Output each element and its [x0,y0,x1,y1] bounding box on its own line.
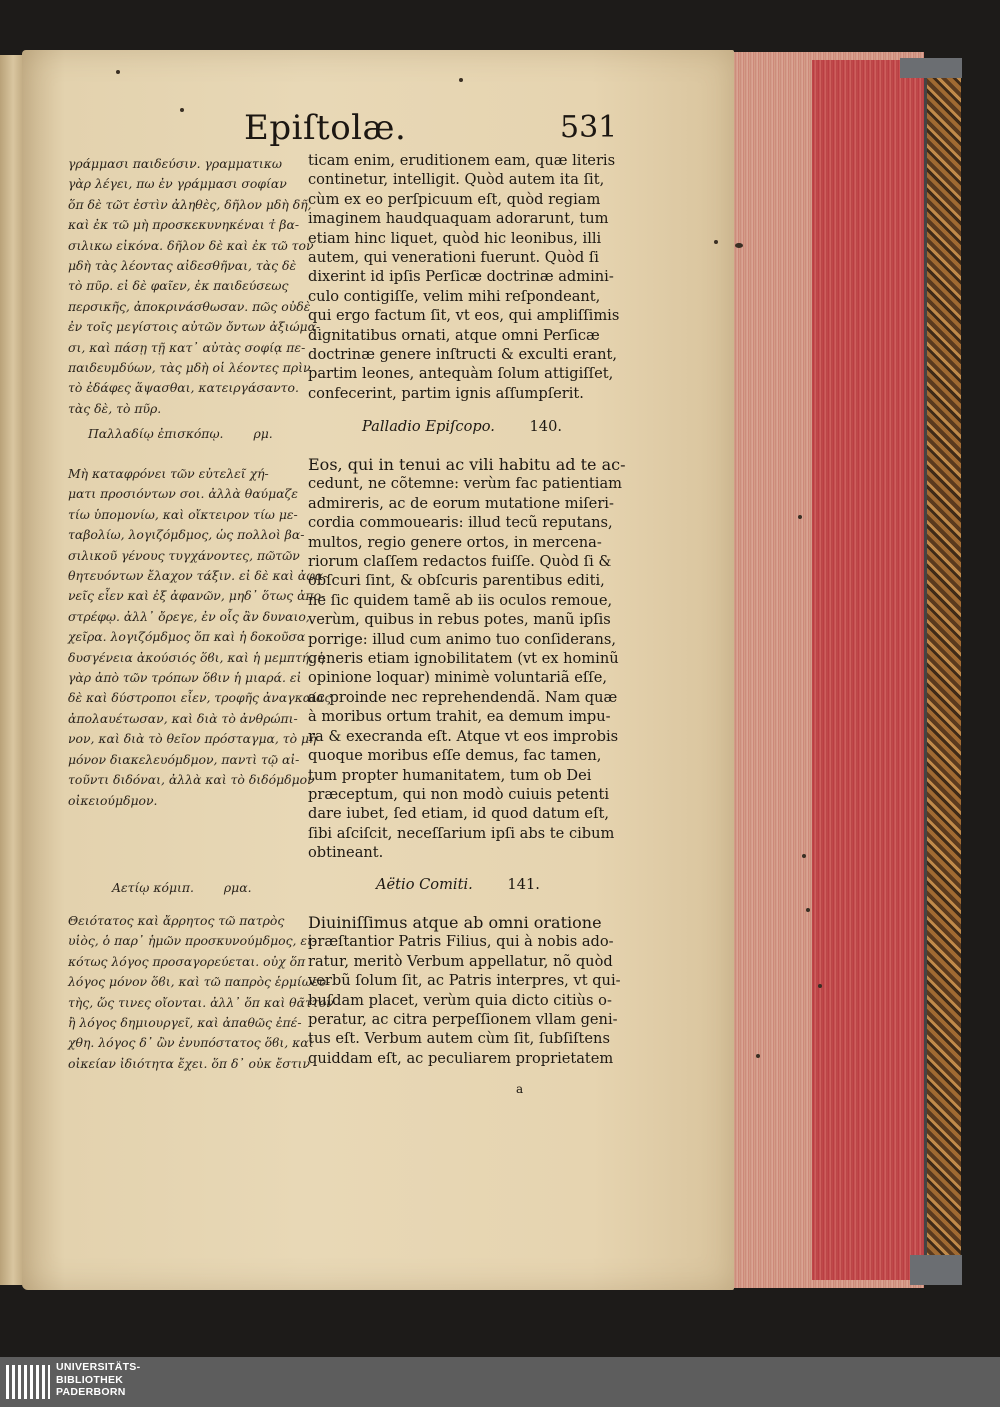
text-line: ματι προσιόντων σοι. ἀλλὰ θαύμαζε [68,486,298,502]
latin-text-block [308,913,621,1068]
text-line: peratur, ac citra perpeſſionem vllam geni- [308,1011,618,1029]
text-line: γράμμασι παιδεύσιν. γραμματικω [68,156,282,171]
latin-letter-heading [362,418,562,435]
text-line: γὰρ λέγει, πω ἐν γράμμασι σοφίαν [68,176,287,192]
greek-text-block [68,911,334,1074]
text-line: γὰρ ἀπὸ τῶν τρόπων ὅϐιν ἡ μιαρά. εἰ [68,670,302,686]
text-line: à moribus ortum trahit, ea demum impu- [308,708,611,726]
cover-corner-top [900,58,962,78]
text-line: τὴς, ὥς τινες οἴονται. ἀλλ᾽ ὅπ καὶ θᾶττον [68,994,334,1010]
text-line: riorum claſſem redactos fuiſſe. Quòd ſi & [308,553,612,571]
paper-speck [180,108,184,112]
letter-number: ρμα. [223,880,252,895]
page-number: 531 [560,110,618,145]
text-line: χθη. λόγος δ᾽ ὢν ἐνυπόστατος ὅϐι, καὶ [68,1035,314,1051]
text-line: ticam enim, eruditionem eam, quæ literis [308,152,616,169]
text-line: λόγος μόνον ὅϐι, καὶ τῶ παπρὸς ἑρμίωευ- [68,974,331,990]
text-line: buſdam placet, verùm quia dicto citiùs o- [308,991,612,1009]
letter-number: ρμ. [253,426,273,441]
text-line: tum propter humanitatem, tum ob Dei [308,766,592,784]
text-line: dixerint id ipſis Perſicæ doctrinæ admini- [308,268,614,286]
text-line: καὶ ἐκ τῶ μὴ προσκεκυνηκέναι τ̓ βα- [68,217,300,233]
worm-hole [806,908,810,912]
text-line: κότως λόγος προσαγορεύεται. οὐχ ὅπ [68,953,306,969]
text-line: νον, καὶ διὰ τὸ θεῖον πρόσταγμα, τὸ μὴ [68,731,317,747]
text-line: qui ergo factum ſit, vt eos, qui ampliſſimis [308,307,620,325]
text-line: culo contigiſſe, velim mihi reſpondeant, [308,287,601,305]
text-line: ἀπολαυέτωσαν, καὶ διὰ τὸ ἀνθρώπι- [68,710,298,726]
text-line: confecerint, partim ignis aſſumpſerit. [308,384,584,402]
text-line: ἢ λόγος δημιουργεῖ, καὶ ἀπαθῶς ἐπέ- [68,1015,302,1031]
text-line: verbũ ſolum ſit, ac Patris interpres, vt qui- [308,972,621,990]
logo-line: PADERBORN [56,1386,126,1398]
text-line: παιδευμδύων, τὰς μδὴ οἱ λέοντες πρὶν [68,360,311,376]
text-line: σιλικω εἰκόνα. δῆλον δὲ καὶ ἐκ τῶ τον [68,237,314,253]
text-line: cedunt, ne cõtemne: verùm fac patientiam [308,475,622,493]
text-line: ſibi aſciſcit, neceſſarium ipſi abs te cibum [308,824,615,842]
latin-text-block [308,151,620,403]
worm-hole [818,984,822,988]
worm-hole [802,854,806,858]
text-line: cùm ex eo perſpicuum eſt, quòd regiam [308,190,601,208]
marbled-cover [924,60,961,1272]
text-line: στρέφῳ. ἀλλ᾽ ὄρεγε, ἐν οἷς ἂν δυναιο, [68,608,310,624]
latin-text-block [308,455,626,863]
text-line: τὸ πῦρ. εἰ δὲ φαῖεν, ἐκ παιδεύσεως [68,278,289,294]
text-line: imaginem haudquaquam adorarunt, tum [308,210,609,228]
text-line: Eos, qui in tenui ac vili habitu ad te ac- [308,455,626,474]
text-line: τὸ ἐδάφες ἅψασθαι, κατειργάσαντο. [68,380,299,396]
text-line: ac proinde nec reprehendendã. Nam quæ [308,688,618,706]
text-line: θητευόντων ἔλαχον τάξιν. εἰ δὲ καὶ ἀφα- [68,568,328,584]
recipient-name: Aëtio Comiti. [376,876,473,893]
text-line: Θειότατος καὶ ἄρρητος τῶ πατρὸς [68,913,285,928]
library-logo-bars [6,1365,50,1399]
text-line: opinione loquar) minimè voluntariã eſſe, [308,669,607,687]
text-line: τὰς δὲ, τὸ πῦρ. [68,400,162,416]
text-line: Μὴ καταφρόνει τῶν εὐτελεῖ χή- [68,466,269,481]
text-line: porrige: illud cum animo tuo conſiderans, [308,630,617,648]
text-line: οἰκείαν ἰδιότητα ἔχει. ὅπ δ᾽ οὐκ ἔστιν [68,1055,310,1071]
text-line: continetur, intelligit. Quòd autem ita ſit, [308,171,605,189]
text-line: præſtantior Patris Filius, qui à nobis ado- [308,933,614,951]
text-line: μδὴ τὰς λέοντας αἰδεσθῆναι, τὰς δὲ [68,258,297,274]
text-line: autem, qui venerationi fuerunt. Quòd ſi [308,249,599,267]
letter-number: 140. [529,418,563,435]
text-line: præceptum, qui non modò cuiuis petenti [308,785,610,803]
cover-corner-bottom [910,1255,962,1285]
library-logo-text [56,1361,140,1399]
recipient-name: Παλλαδίῳ ἐπισκόπῳ. [88,426,224,441]
running-title: Epiſtolæ. [244,108,407,148]
worm-hole [756,1054,760,1058]
text-line: σι, καὶ πάσῃ τῇ κατ᾽ αὐτὰς σοφίᾳ πε- [68,339,306,355]
paper-speck [459,78,463,82]
text-line: admireris, ac de eorum mutatione miſeri- [308,494,614,512]
library-footer [0,1357,1000,1407]
worm-hole [735,243,743,248]
greek-text-block [68,154,321,419]
text-line: μόνον διακελευόμδμον, παντὶ τῷ αἰ- [68,751,300,767]
paper-speck [714,240,718,244]
text-line: οἰκειούμδμον. [68,792,158,808]
text-line: doctrinæ genere inſtructi & exculti erant, [308,346,618,364]
logo-line: UNIVERSITÄTS- [56,1361,141,1373]
text-line: δυσγένεια ἀκούσιός ὅϐι, καὶ ἡ μεμπτή. ἡ [68,649,325,665]
paper-speck [116,70,120,74]
text-line: obtineant. [308,844,384,862]
text-line: quoque moribus eſſe demus, fac tamen, [308,747,602,765]
letter-number: 141. [507,876,540,893]
text-line: multos, regio genere ortos, in mercena- [308,533,602,551]
text-line: cordia commouearis: illud tecũ reputans, [308,514,613,532]
recipient-name: Αετίῳ κόμιπ. [112,880,194,895]
latin-letter-heading [376,876,540,893]
greek-text-block [68,464,332,811]
text-line: ἐν τοῖς μεγίστοις αὐτῶν ὄντων ἀξιώμα- [68,319,321,335]
red-page-edges [812,60,924,1280]
text-line: tus eſt. Verbum autem cùm ſit, ſubſiſtens [308,1030,610,1048]
text-line: ὅπ δὲ τῶτ ἐστὶν ἀληθὲς, δῆλον μδὴ δῆ, [68,196,312,212]
text-line: etiam hinc liquet, quòd hic leonibus, illi [308,229,602,247]
text-line: τίω ὑπομονίω, καὶ οἴκτειρον τίω με- [68,506,298,522]
text-line: υἱὸς, ὁ παρ᾽ ἡμῶν προσκυνούμδμος, εἰ- [68,933,317,949]
worm-hole [798,515,802,519]
greek-letter-heading [112,880,252,895]
text-line: dignitatibus ornati, atque omni Perſicæ [308,326,600,344]
text-line: σιλικοῦ γένους τυγχάνοντες, πῶτῶν [68,547,300,563]
text-line: ne ſic quidem tamẽ ab iis oculos remoue, [308,591,613,609]
text-line: generis etiam ignobilitatem (vt ex hominũ [308,650,619,668]
signature-mark: a [516,1082,524,1096]
text-line: quiddam eſt, ac peculiarem proprietatem [308,1049,614,1067]
text-line: partim leones, antequàm ſolum attigiſſet, [308,365,614,383]
logo-line: BIBLIOTHEK [56,1373,124,1386]
text-line: verùm, quibus in rebus potes, manũ ipſis [308,611,611,629]
text-line: Diuiniſſimus atque ab omni oratione [308,913,602,932]
text-line: ra & execranda eſt. Atque vt eos improbis [308,727,619,745]
recipient-name: Palladio Epiſcopo. [362,418,495,435]
text-line: νεῖς εἶεν καὶ ἐξ ἀφανῶν, μηδ᾽ ὅτως ἀπο- [68,588,326,604]
text-line: περσικῆς, ἀποκρινάσθωσαν. πῶς οὐδὲ [68,298,311,314]
text-line: χεῖρα. λογιζόμδμος ὅπ καὶ ἡ δοκοῦσα [68,629,306,645]
previous-page-edge [0,55,24,1285]
text-line: obſcuri ſint, & obſcuris parentibus editi, [308,572,605,590]
greek-letter-heading [88,426,273,441]
text-line: δὲ καὶ δύστροποι εἶεν, τροφῆς ἀναγκαίας [68,690,332,706]
text-line: τοῦντι διδόναι, ἀλλὰ καὶ τὸ διδόμδμον [68,772,315,788]
text-line: ταβολίω, λογιζόμδμος, ὡς πολλοὶ βα- [68,527,305,543]
text-line: ratur, meritò Verbum appellatur, nõ quòd [308,952,613,970]
text-line: dare iubet, ſed etiam, id quod datum eſt, [308,805,609,823]
